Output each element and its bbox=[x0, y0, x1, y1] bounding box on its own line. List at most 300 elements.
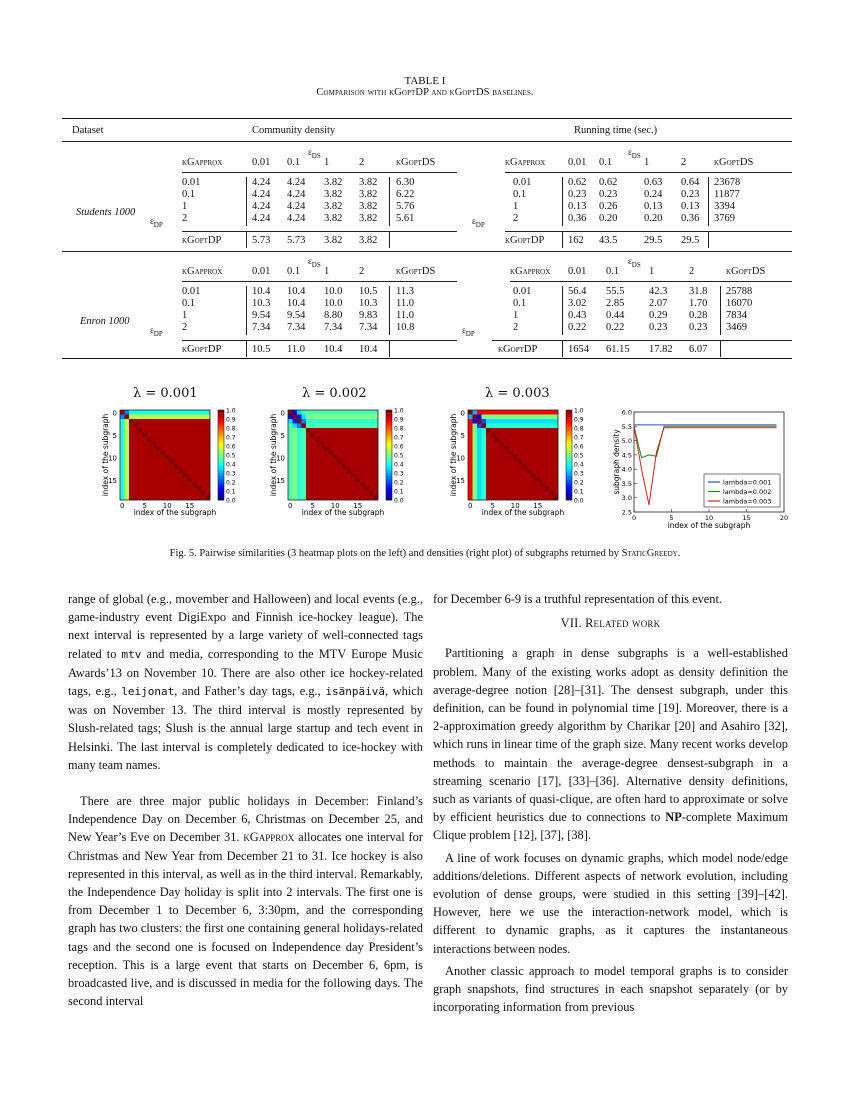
heatmap-cell bbox=[156, 455, 161, 460]
legend-entry: lambda=0.002 bbox=[723, 488, 772, 496]
heatmap-cell bbox=[495, 491, 500, 496]
eps-row-label: 2 bbox=[182, 322, 188, 333]
heatmap-cell bbox=[527, 482, 532, 487]
heatmap-cell bbox=[293, 428, 298, 433]
heatmap-cell bbox=[504, 478, 509, 483]
heatmap-cell bbox=[374, 428, 379, 433]
heatmap-cell bbox=[351, 496, 356, 501]
heatmap-cell bbox=[197, 442, 202, 447]
heatmap-cell bbox=[549, 473, 554, 478]
heatmap-cell bbox=[329, 433, 334, 438]
time-kgoptds-cell: 11877 bbox=[714, 189, 740, 200]
heatmap-cell bbox=[468, 446, 473, 451]
heatmap-cell bbox=[491, 478, 496, 483]
heatmap-cell bbox=[509, 469, 514, 474]
heatmap-cell bbox=[134, 487, 139, 492]
eps-row-label: 1 bbox=[182, 201, 188, 212]
heatmap-cell bbox=[320, 437, 325, 442]
heatmap-cell bbox=[129, 433, 134, 438]
heatmap-cell bbox=[192, 478, 197, 483]
heatmap-cell bbox=[509, 496, 514, 501]
heatmap-cell bbox=[329, 442, 334, 447]
heatmap-cell bbox=[206, 478, 211, 483]
heatmap-cell bbox=[509, 424, 514, 429]
heatmap-cell bbox=[531, 455, 536, 460]
heatmap-cell bbox=[125, 433, 130, 438]
colorbar-tick: 0.0 bbox=[574, 497, 584, 505]
colorbar-tick: 0.6 bbox=[394, 443, 404, 451]
heatmap-cell bbox=[329, 487, 334, 492]
heatmap-cell bbox=[206, 442, 211, 447]
heatmap-cell bbox=[486, 455, 491, 460]
heatmap-cell bbox=[356, 451, 361, 456]
heatmap-cell bbox=[342, 419, 347, 424]
heatmap-cell bbox=[531, 473, 536, 478]
heatmap-cell bbox=[129, 464, 134, 469]
y-tick-label: 5.0 bbox=[621, 437, 632, 446]
heatmap-cell bbox=[342, 428, 347, 433]
heatmap-cell bbox=[347, 437, 352, 442]
heatmap-cell bbox=[554, 437, 559, 442]
density-kgoptds-cell: 5.61 bbox=[396, 213, 415, 224]
heatmap-cell bbox=[324, 491, 329, 496]
heatmap-cell bbox=[170, 415, 175, 420]
heatmap-cell bbox=[192, 491, 197, 496]
heatmap-cell bbox=[192, 424, 197, 429]
heatmap-cell bbox=[197, 437, 202, 442]
heatmap-cell bbox=[329, 469, 334, 474]
heatmap-cell bbox=[306, 482, 311, 487]
heatmap-cell bbox=[161, 410, 166, 415]
heatmap-cell bbox=[288, 473, 293, 478]
heatmap-cell bbox=[138, 419, 143, 424]
heatmap-cell bbox=[540, 469, 545, 474]
heatmap-xtick: 15 bbox=[185, 502, 195, 510]
heatmap-cell bbox=[504, 491, 509, 496]
heatmap-cell bbox=[513, 451, 518, 456]
heatmap-cell bbox=[188, 460, 193, 465]
heatmap-cell bbox=[156, 460, 161, 465]
heatmap-cell bbox=[125, 428, 130, 433]
heatmap-cell bbox=[161, 478, 166, 483]
time-kgoptds-cell: 16070 bbox=[726, 298, 753, 309]
x-axis-label: index of the subgraph bbox=[667, 521, 751, 530]
heatmap-cell bbox=[531, 428, 536, 433]
heatmap-cell bbox=[531, 469, 536, 474]
heatmap-cell bbox=[482, 433, 487, 438]
heatmap-cell bbox=[192, 415, 197, 420]
heatmap-cell bbox=[495, 455, 500, 460]
heatmap-cell bbox=[315, 433, 320, 438]
heatmap-cell bbox=[134, 473, 139, 478]
heatmap-cell bbox=[120, 437, 125, 442]
heatmap-cell bbox=[302, 460, 307, 465]
heatmap-cell bbox=[320, 478, 325, 483]
heatmap-cell bbox=[491, 433, 496, 438]
density-cell: 8.80 bbox=[324, 310, 343, 321]
heatmap-cell bbox=[302, 482, 307, 487]
heatmap-cell bbox=[333, 473, 338, 478]
colorbar-tick: 0.5 bbox=[226, 452, 236, 460]
heatmap-cell bbox=[338, 437, 343, 442]
heatmap-cell bbox=[147, 410, 152, 415]
heatmap-cell bbox=[374, 415, 379, 420]
heatmap-3 bbox=[448, 407, 588, 535]
heatmap-cell bbox=[504, 464, 509, 469]
heatmap-cell bbox=[360, 482, 365, 487]
heatmap-cell bbox=[152, 473, 157, 478]
heatmap-cell bbox=[365, 433, 370, 438]
heatmap-cell bbox=[134, 446, 139, 451]
heatmap-xtick: 15 bbox=[533, 502, 543, 510]
heatmap-cell bbox=[513, 437, 518, 442]
heatmap-cell bbox=[482, 424, 487, 429]
density-cell: 10.4 bbox=[287, 298, 306, 309]
heatmap-cell bbox=[509, 491, 514, 496]
heatmap-cell bbox=[134, 464, 139, 469]
colorbar-tick: 0.4 bbox=[394, 461, 404, 469]
heatmap-cell bbox=[473, 455, 478, 460]
heatmap-cell bbox=[351, 419, 356, 424]
heatmap-cell bbox=[320, 442, 325, 447]
heatmap-cell bbox=[554, 464, 559, 469]
heatmap-cell bbox=[495, 415, 500, 420]
heatmap-cell bbox=[183, 491, 188, 496]
heatmap-cell bbox=[311, 491, 316, 496]
heatmap-cell bbox=[486, 460, 491, 465]
heatmap-cell bbox=[522, 410, 527, 415]
density-cell: 10.3 bbox=[252, 298, 271, 309]
heatmap-cell bbox=[360, 491, 365, 496]
right-paragraph-0: for December 6-9 is a truthful representation of this event. bbox=[433, 592, 723, 606]
heatmap-cell bbox=[545, 496, 550, 501]
heatmap-cell bbox=[125, 469, 130, 474]
heatmap-cell bbox=[324, 482, 329, 487]
heatmap-cell bbox=[545, 482, 550, 487]
heatmap-cell bbox=[306, 437, 311, 442]
heatmap-cell bbox=[324, 464, 329, 469]
heatmap-cell bbox=[302, 451, 307, 456]
heatmap-cell bbox=[540, 496, 545, 501]
heatmap-cell bbox=[311, 460, 316, 465]
heatmap-cell bbox=[324, 433, 329, 438]
heatmap-cell bbox=[360, 487, 365, 492]
heatmap-cell bbox=[152, 410, 157, 415]
heatmap-cell bbox=[356, 437, 361, 442]
heatmap-cell bbox=[549, 446, 554, 451]
heatmap-cell bbox=[170, 451, 175, 456]
density-cell: 4.24 bbox=[252, 177, 271, 188]
heatmap-cell bbox=[549, 442, 554, 447]
heatmap-cell bbox=[491, 437, 496, 442]
heatmap-cell bbox=[531, 410, 536, 415]
heatmap-cell bbox=[315, 478, 320, 483]
heatmap-cell bbox=[531, 433, 536, 438]
heatmap-cell bbox=[174, 419, 179, 424]
heatmap-cell bbox=[369, 451, 374, 456]
heatmap-cell bbox=[360, 410, 365, 415]
time-cell: 0.44 bbox=[606, 310, 625, 321]
heatmap-cell bbox=[374, 410, 379, 415]
heatmap-cell bbox=[369, 446, 374, 451]
heatmap-cell bbox=[188, 482, 193, 487]
heatmap-cell bbox=[147, 469, 152, 474]
time-cell: 0.63 bbox=[644, 177, 663, 188]
heatmap-cell bbox=[170, 487, 175, 492]
heatmap-cell bbox=[174, 487, 179, 492]
heatmap-cell bbox=[293, 482, 298, 487]
heatmap-cell bbox=[356, 464, 361, 469]
density-kgoptdp-cell: 3.82 bbox=[359, 235, 378, 246]
heatmap-cell bbox=[192, 433, 197, 438]
colorbar-tick: 0.2 bbox=[226, 479, 236, 487]
heatmap-cell bbox=[165, 469, 170, 474]
heatmap-cell bbox=[288, 419, 293, 424]
heatmap-xtick: 10 bbox=[162, 502, 172, 510]
header-dataset: Dataset bbox=[72, 125, 104, 136]
heatmap-cell bbox=[143, 473, 148, 478]
heatmap-xtick: 10 bbox=[510, 502, 520, 510]
heatmap-cell bbox=[509, 415, 514, 420]
heatmap-cell bbox=[165, 451, 170, 456]
rule bbox=[720, 341, 721, 357]
rule bbox=[708, 177, 709, 226]
heatmap-cell bbox=[197, 473, 202, 478]
col-ds-0-time: 0.01 bbox=[568, 266, 587, 277]
heatmap-cell bbox=[473, 437, 478, 442]
heatmap-cell bbox=[120, 455, 125, 460]
heatmap-cell bbox=[540, 478, 545, 483]
heatmap-cell bbox=[120, 428, 125, 433]
heatmap-cell bbox=[324, 442, 329, 447]
heatmap-cell bbox=[518, 478, 523, 483]
heatmap-cell bbox=[170, 473, 175, 478]
density-kgoptdp-cell: 10.5 bbox=[252, 344, 271, 355]
time-kgoptdp-cell: 61.15 bbox=[606, 344, 630, 355]
heatmap-cell bbox=[293, 464, 298, 469]
heatmap-cell bbox=[486, 469, 491, 474]
heatmap-cell bbox=[324, 419, 329, 424]
heatmap-cell bbox=[134, 491, 139, 496]
heatmap-cell bbox=[152, 482, 157, 487]
heatmap-cell bbox=[549, 469, 554, 474]
time-kgoptds-cell: 3769 bbox=[714, 213, 735, 224]
heatmap-cell bbox=[495, 433, 500, 438]
heatmap-cell bbox=[288, 442, 293, 447]
heatmap-cell bbox=[351, 455, 356, 460]
heatmap-cell bbox=[152, 455, 157, 460]
heatmap-cell bbox=[545, 491, 550, 496]
heatmap-cell bbox=[161, 442, 166, 447]
heatmap-cell bbox=[306, 496, 311, 501]
heatmap-cell bbox=[518, 433, 523, 438]
heatmap-cell bbox=[320, 464, 325, 469]
heatmap-cell bbox=[201, 473, 206, 478]
heatmap-cell bbox=[468, 424, 473, 429]
heatmap-cell bbox=[540, 442, 545, 447]
heatmap-cell bbox=[324, 473, 329, 478]
heatmap-cell bbox=[531, 419, 536, 424]
time-kgoptds-cell: 3394 bbox=[714, 201, 735, 212]
heatmap-cell bbox=[351, 460, 356, 465]
time-cell: 42.3 bbox=[649, 286, 668, 297]
colorbar-tick: 0.6 bbox=[226, 443, 236, 451]
heatmap-cell bbox=[174, 428, 179, 433]
heatmap-cell bbox=[477, 491, 482, 496]
heatmap-cell bbox=[161, 491, 166, 496]
heatmap-cell bbox=[477, 410, 482, 415]
heatmap-cell bbox=[527, 437, 532, 442]
density-cell: 10.4 bbox=[252, 286, 271, 297]
heatmap-cell bbox=[147, 460, 152, 465]
heatmap-cell bbox=[351, 415, 356, 420]
heatmap-cell bbox=[522, 473, 527, 478]
heatmap-cell bbox=[518, 473, 523, 478]
heatmap-cell bbox=[486, 464, 491, 469]
heatmap-cell bbox=[302, 469, 307, 474]
heatmap-cell bbox=[306, 460, 311, 465]
colorbar-tick: 0.1 bbox=[394, 488, 404, 496]
heatmap-cell bbox=[504, 496, 509, 501]
heatmap-cell bbox=[329, 496, 334, 501]
heatmap-cell bbox=[491, 487, 496, 492]
legend-entry: lambda=0.001 bbox=[723, 478, 772, 487]
heatmap-cell bbox=[188, 455, 193, 460]
heatmap-cell bbox=[347, 487, 352, 492]
heatmap-cell bbox=[338, 491, 343, 496]
heatmap-cell bbox=[338, 460, 343, 465]
heatmap-cell bbox=[297, 451, 302, 456]
heatmap-cell bbox=[482, 446, 487, 451]
heatmap-cell bbox=[342, 473, 347, 478]
heatmap-cell bbox=[311, 424, 316, 429]
heatmap-cell bbox=[206, 482, 211, 487]
time-cell: 0.26 bbox=[599, 201, 618, 212]
time-cell: 0.23 bbox=[599, 189, 618, 200]
heatmap-cell bbox=[156, 419, 161, 424]
heatmap-cell bbox=[206, 428, 211, 433]
heatmap-cell bbox=[527, 491, 532, 496]
right-paragraph-2: A line of work focuses on dynamic graphs, which model node/edge additions/deletions. Different aspects of network evolution, including evolution of dense groups, were studied in this setting [39]–[42]. However, here we use the interaction-network model, which is different to dynamic graphs, as it captures the instantaneous interactions between nodes. bbox=[433, 850, 788, 956]
heatmap-cell bbox=[527, 451, 532, 456]
heatmap-cell bbox=[179, 451, 184, 456]
heatmap-cell bbox=[482, 496, 487, 501]
heatmap-cell bbox=[192, 442, 197, 447]
heatmap-cell bbox=[192, 496, 197, 501]
density-kgoptdp-cell: 10.4 bbox=[359, 344, 378, 355]
heatmap-cell bbox=[311, 451, 316, 456]
heatmap-cell bbox=[477, 451, 482, 456]
heatmap-cell bbox=[324, 437, 329, 442]
heatmap-cell bbox=[120, 464, 125, 469]
heatmap-cell bbox=[288, 469, 293, 474]
heatmap-cell bbox=[174, 496, 179, 501]
heatmap-cell bbox=[486, 451, 491, 456]
y-tick-label: 4.0 bbox=[621, 465, 632, 474]
heatmap-cell bbox=[138, 491, 143, 496]
heatmap-cell bbox=[477, 446, 482, 451]
heatmap-cell bbox=[152, 496, 157, 501]
heatmap-cell bbox=[174, 451, 179, 456]
heatmap-cell bbox=[170, 496, 175, 501]
left-paragraph-2: There are three major public holidays in December: Finland’s Independence Day on December 6, Christmas on December 25, and New Year’s Eve on December 31. kGapprox allocates one interval for Christmas and New Year from December 21 to 31. Ice hockey is also represented in this interval, as well as in the third interval. Remarkably, the Independence Day holiday is split into 2 intervals. The first one is from December 1 to December 6, 3:30pm, and the corresponding graph has two clusters: the first one containing general holidays-related tags and the second one is focused on Independence day President’s reception. This is a large event that starts on December 6, 6pm, is broadcasted live, and is discussed in media for the following days. The second interval bbox=[68, 794, 423, 1009]
heatmap-cell bbox=[174, 469, 179, 474]
density-cell: 7.34 bbox=[252, 322, 271, 333]
heatmap-ytick: 10 bbox=[276, 454, 285, 463]
y-tick-label: 3.5 bbox=[621, 479, 632, 488]
heatmap-cell bbox=[297, 419, 302, 424]
time-cell: 55.5 bbox=[606, 286, 625, 297]
density-kgoptdp-cell: 3.82 bbox=[324, 235, 343, 246]
time-cell: 0.22 bbox=[606, 322, 625, 333]
heatmap-cell bbox=[477, 464, 482, 469]
heatmap-cell bbox=[129, 428, 134, 433]
heatmap-cell bbox=[540, 424, 545, 429]
heatmap-cell bbox=[509, 460, 514, 465]
heatmap-cell bbox=[486, 487, 491, 492]
heatmap-cell bbox=[161, 415, 166, 420]
heatmap-cell bbox=[320, 473, 325, 478]
time-cell: 3.02 bbox=[568, 298, 587, 309]
heatmap-cell bbox=[347, 469, 352, 474]
heatmap-cell bbox=[170, 446, 175, 451]
heatmap-cell bbox=[288, 433, 293, 438]
heatmap-cell bbox=[152, 451, 157, 456]
heatmap-cell bbox=[342, 437, 347, 442]
heatmap-cell bbox=[134, 455, 139, 460]
eps-row-label-time: 1 bbox=[513, 201, 519, 212]
heatmap-cell bbox=[545, 446, 550, 451]
heatmap-cell bbox=[554, 496, 559, 501]
heatmap-cell bbox=[165, 446, 170, 451]
right-paragraph-1: Partitioning a graph in dense subgraphs is a well-established problem. Many of the existing works adopt as density definition the average-degree notion [28]–[31]. The densest subgraph, under this definition, can be found in polynomial time [19]. Moreover, there is a 2-approximation greedy algorithm by Charikar [20] and Asahiro [32], which runs in linear time of the graph size. Many recent works develop methods to maintain the average-degree densest-subgraph in a streaming scenario [17], [33]–[36]. Alternative density definitions, such as variants of quasi-clique, are often hard to approximate or solve by efficient heuristics due to connections to NP-complete Maximum Clique problem [12], [37], [38]. bbox=[433, 646, 788, 843]
heatmap-cell bbox=[183, 496, 188, 501]
col-ds-2: 1 bbox=[324, 157, 330, 168]
heatmap-cell bbox=[125, 464, 130, 469]
heatmap-ytick: 15 bbox=[276, 476, 285, 485]
heatmap-xtick: 5 bbox=[490, 502, 495, 510]
heatmap-cell bbox=[293, 487, 298, 492]
heatmap-cell bbox=[531, 464, 536, 469]
heatmap-cell bbox=[138, 455, 143, 460]
heatmap-cell bbox=[518, 424, 523, 429]
heatmap-cell bbox=[188, 446, 193, 451]
density-kgoptdp-cell: 10.4 bbox=[324, 344, 343, 355]
heatmap-cell bbox=[192, 410, 197, 415]
eps-ds-label-time: $\varepsilon_{DS}$ bbox=[628, 147, 641, 160]
heatmap-cell bbox=[315, 437, 320, 442]
heatmap-cell bbox=[143, 415, 148, 420]
heatmap-cell bbox=[138, 410, 143, 415]
heatmap-cell bbox=[504, 469, 509, 474]
heatmap-cell bbox=[338, 451, 343, 456]
heatmap-cell bbox=[179, 410, 184, 415]
heatmap-cell bbox=[288, 410, 293, 415]
heatmap-cell bbox=[324, 469, 329, 474]
heatmap-cell bbox=[351, 482, 356, 487]
heatmap-cell bbox=[311, 446, 316, 451]
heatmap-cell bbox=[540, 482, 545, 487]
heatmap-cell bbox=[374, 424, 379, 429]
heatmap-cell bbox=[156, 415, 161, 420]
heatmap-cell bbox=[143, 433, 148, 438]
heatmap-cell bbox=[536, 482, 541, 487]
eps-row-label-time: 0.01 bbox=[513, 177, 532, 188]
heatmap-cell bbox=[179, 428, 184, 433]
colorbar-tick: 0.1 bbox=[226, 488, 236, 496]
heatmap-cell bbox=[293, 496, 298, 501]
heatmap-cell bbox=[152, 464, 157, 469]
